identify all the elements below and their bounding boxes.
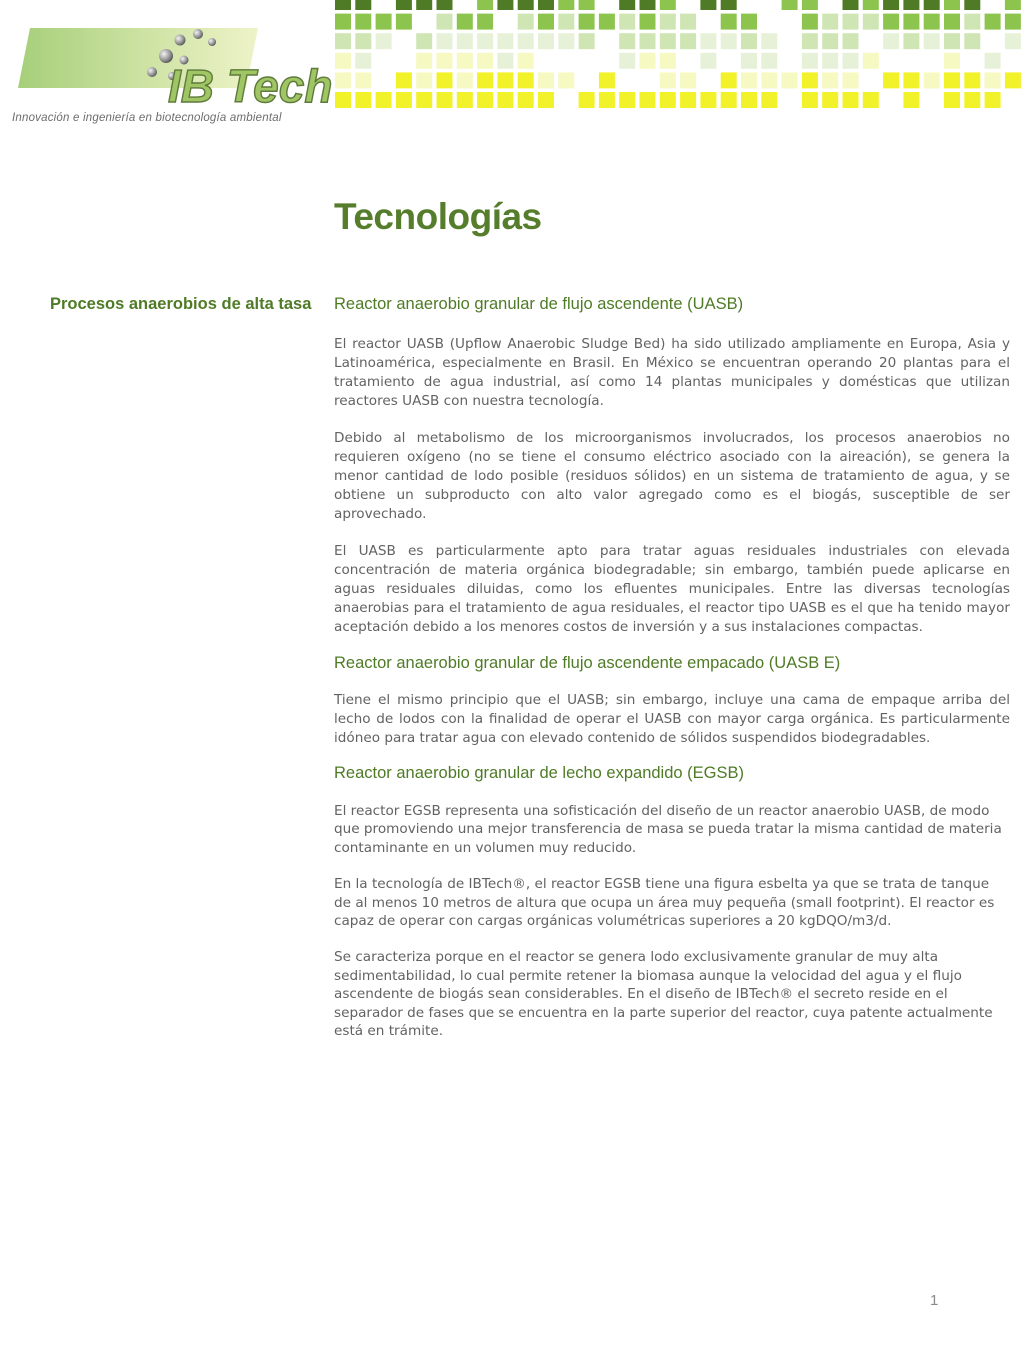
mosaic-tile [680, 33, 696, 49]
mosaic-tile [1005, 0, 1021, 10]
mosaic-tile [1005, 14, 1021, 30]
mosaic-tile [497, 92, 513, 108]
mosaic-tile [700, 92, 716, 108]
mosaic-tile [579, 92, 595, 108]
mosaic-tile [883, 0, 899, 10]
mosaic-tile [558, 72, 574, 88]
mosaic-tile [761, 92, 777, 108]
mosaic-tile [355, 14, 371, 30]
mosaic-tile [416, 53, 432, 69]
mosaic-tile [437, 14, 453, 30]
mosaic-tile [964, 14, 980, 30]
mosaic-tile [822, 92, 838, 108]
section-heading: Reactor anaerobio granular de lecho expandido (EGSB) [334, 764, 745, 782]
mosaic-tile [538, 33, 554, 49]
mosaic-tile [599, 92, 615, 108]
mosaic-tile [416, 92, 432, 108]
mosaic-tile [579, 0, 595, 10]
mosaic-tile [761, 72, 777, 88]
mosaic-tile [761, 33, 777, 49]
mosaic-tile [619, 14, 635, 30]
mosaic-tile [640, 14, 656, 30]
mosaic-tile [1005, 72, 1021, 88]
mosaic-tile [761, 53, 777, 69]
mosaic-tile [843, 0, 859, 10]
mosaic-tile [741, 14, 757, 30]
mosaic-tile [741, 53, 757, 69]
mosaic-tile [964, 72, 980, 88]
mosaic-tile [376, 14, 392, 30]
mosaic-tile [964, 0, 980, 10]
mosaic-tile [477, 72, 493, 88]
page-number: 1 [930, 1292, 939, 1309]
section-heading: Reactor anaerobio granular de flujo ascendente empacado (UASB E) [334, 654, 841, 672]
mosaic-tile [538, 0, 554, 10]
mosaic-tile [822, 14, 838, 30]
mosaic-tile [883, 72, 899, 88]
mosaic-tile [518, 72, 534, 88]
mosaic-tile [640, 53, 656, 69]
mosaic-tile [924, 72, 940, 88]
mosaic-tile [944, 14, 960, 30]
mosaic-tile [843, 92, 859, 108]
mosaic-tile [721, 33, 737, 49]
paragraph: El UASB es particularmente apto para tratar aguas residuales industriales con elevada concentración de materia orgánica biodegradable; sin embargo, también puede aplicarse en aguas residuales diluidas, como los efluentes municipales. Entre las diversas tecnologías anaerobias para el tratamiento de agua residuales, el reactor tipo UASB es el que ha tenido mayor aceptación debido a los menores costos de inversión y a sus instalaciones compactas. [334, 543, 1010, 635]
mosaic-tile [822, 53, 838, 69]
mosaic-tile [640, 92, 656, 108]
section-uasb [334, 295, 1010, 637]
mosaic-tile [518, 92, 534, 108]
mosaic-tile [903, 14, 919, 30]
mosaic-tile [863, 53, 879, 69]
mosaic-tile [843, 14, 859, 30]
mosaic-tile [538, 72, 554, 88]
mosaic-tile [335, 33, 351, 49]
mosaic-tile [721, 92, 737, 108]
mosaic-tile [985, 53, 1001, 69]
mosaic-tile [883, 33, 899, 49]
mosaic-tile [619, 53, 635, 69]
mosaic-tile [437, 92, 453, 108]
mosaic-tile [477, 92, 493, 108]
mosaic-tile [782, 0, 798, 10]
mosaic-tile [924, 0, 940, 10]
mosaic-tile [843, 72, 859, 88]
mosaic-tile [579, 33, 595, 49]
mosaic-tile [741, 72, 757, 88]
mosaic-tile [335, 92, 351, 108]
ibtech-logo [12, 22, 333, 112]
mosaic-tile [355, 0, 371, 10]
mosaic-tile [477, 53, 493, 69]
section-egsb [334, 764, 1010, 1040]
mosaic-tile [660, 14, 676, 30]
main-content [334, 295, 1010, 1040]
mosaic-tile [376, 92, 392, 108]
mosaic-tile [660, 0, 676, 10]
mosaic-tile [579, 14, 595, 30]
mosaic-tile [437, 72, 453, 88]
mosaic-tile [700, 33, 716, 49]
mosaic-tile [660, 53, 676, 69]
mosaic-tile [457, 53, 473, 69]
mosaic-tile [721, 0, 737, 10]
mosaic-tile [497, 72, 513, 88]
mosaic-tile [903, 92, 919, 108]
mosaic-tile [558, 33, 574, 49]
mosaic-tile [802, 53, 818, 69]
mosaic-tile [335, 72, 351, 88]
mosaic-tile [863, 92, 879, 108]
mosaic-tile [437, 53, 453, 69]
mosaic-tile [802, 33, 818, 49]
mosaic-tile [944, 72, 960, 88]
mosaic-tile [985, 72, 1001, 88]
mosaic-tile [558, 0, 574, 10]
mosaic-tile [518, 53, 534, 69]
mosaic-tile [497, 0, 513, 10]
mosaic-tile [802, 0, 818, 10]
mosaic-tile [822, 72, 838, 88]
mosaic-tile [660, 92, 676, 108]
mosaic-tile [802, 72, 818, 88]
mosaic-tile [335, 14, 351, 30]
paragraph: Debido al metabolismo de los microorganismos involucrados, los procesos anaerobios no requieren oxígeno (no se tiene el consumo eléctrico asociado con la aireación), se genera la menor cantidad de lodo posible (residuos sólidos) en un sistema de tratamiento de agua, y se obtiene un subproducto con alto valor agregado como es el biogás, susceptible de ser aprovechado. [334, 430, 1010, 522]
mosaic-tile [843, 33, 859, 49]
mosaic-tile [700, 53, 716, 69]
mosaic-tile [457, 72, 473, 88]
mosaic-tile [497, 33, 513, 49]
mosaic-tile [619, 92, 635, 108]
mosaic-tile [680, 92, 696, 108]
mosaic-tile [660, 72, 676, 88]
mosaic-tile [619, 0, 635, 10]
mosaic-tile [843, 53, 859, 69]
mosaic-tile [640, 33, 656, 49]
mosaic-tile [822, 33, 838, 49]
mosaic-tile [416, 72, 432, 88]
mosaic-tile [416, 0, 432, 10]
mosaic-tile [355, 92, 371, 108]
mosaic-tile [437, 0, 453, 10]
mosaic-tile [1005, 33, 1021, 49]
mosaic-tile [802, 14, 818, 30]
mosaic-tile [782, 72, 798, 88]
mosaic-tile [396, 92, 412, 108]
mosaic-tile [599, 72, 615, 88]
paragraph: Tiene el mismo principio que el UASB; sin embargo, incluye una cama de empaque arriba del lecho de lodos con la finalidad de operar el UASB con mayor carga orgánica. Es particularmente idóneo para tratar agua con elevado contenido de sólidos suspendidos biodegradables. [334, 692, 1010, 746]
mosaic-tile [903, 0, 919, 10]
mosaic-tile [457, 33, 473, 49]
mosaic-tile [924, 33, 940, 49]
section-heading: Reactor anaerobio granular de flujo ascendente (UASB) [334, 295, 744, 313]
mosaic-tile [457, 14, 473, 30]
mosaic-tile [396, 0, 412, 10]
paragraph: El reactor UASB (Upflow Anaerobic Sludge Bed) ha sido utilizado ampliamente en Europa, Asia y Latinoamérica, especialmente en Brasil. En México se encuentran operando 20 plantas para el tratamiento de agua industrial, así como 14 plantas municipales y domésticas que utilizan reactores UASB con nuestra tecnología. [334, 336, 1010, 409]
mosaic-tile [802, 92, 818, 108]
paragraph: En la tecnología de IBTech®, el reactor EGSB tiene una figura esbelta ya que se trata de tanque de al menos 10 metros de altura que ocupa un área muy pequeña (small footprint). El reactor es capaz de operar con cargas orgánicas volumétricas superiores a 20 kgDQO/m3/d. [334, 876, 995, 930]
mosaic-tile [457, 92, 473, 108]
mosaic-tile [477, 0, 493, 10]
mosaic-tile [741, 92, 757, 108]
mosaic-tile [335, 0, 351, 10]
mosaic-tile [376, 33, 392, 49]
mosaic-tile [355, 72, 371, 88]
mosaic-tile [944, 92, 960, 108]
mosaic-tile [944, 33, 960, 49]
mosaic-tile [944, 53, 960, 69]
mosaic-tile [477, 33, 493, 49]
mosaic-tile [883, 14, 899, 30]
mosaic-tile [497, 53, 513, 69]
mosaic-tile [863, 0, 879, 10]
page-title: Tecnologías [334, 196, 542, 237]
mosaic-tile [680, 72, 696, 88]
section-uasb-e [334, 654, 1010, 748]
mosaic-tile [477, 14, 493, 30]
mosaic-tile [924, 14, 940, 30]
mosaic-tile [964, 33, 980, 49]
logo-text: IB Tech [168, 60, 333, 112]
mosaic-tile [903, 72, 919, 88]
paragraph: El reactor EGSB representa una sofisticación del diseño de un reactor anaerobio UASB, de modo que promoviendo una mejor transferencia de masa se pueda tratar la misma cantidad de materia contaminante en un volumen muy reducido. [334, 803, 1002, 856]
mosaic-tile [518, 33, 534, 49]
mosaic-tile [700, 0, 716, 10]
mosaic-tile [863, 14, 879, 30]
mosaic-tile [538, 14, 554, 30]
mosaic-tile [619, 33, 635, 49]
mosaic-tile [355, 33, 371, 49]
mosaic-tile [335, 53, 351, 69]
mosaic-tile [903, 33, 919, 49]
mosaic-tile [721, 72, 737, 88]
mosaic-tile [416, 33, 432, 49]
mosaic-tile [599, 14, 615, 30]
mosaic-tile [680, 14, 696, 30]
mosaic-tile [396, 14, 412, 30]
mosaic-tile [518, 14, 534, 30]
mosaic-tile [985, 92, 1001, 108]
mosaic-tile [985, 14, 1001, 30]
mosaic-tile [437, 33, 453, 49]
paragraph: Se caracteriza porque en el reactor se genera lodo exclusivamente granular de muy alta sedimentabilidad, lo cual permite retener la biomasa aunque la velocidad del agua y el flujo ascendente de biogás sean considerables. En el diseño de IBTech® el secreto reside en el separador de fases que se encuentra en la parte superior del reactor, cuya patente actualmente está en trámite. [334, 949, 993, 1040]
mosaic-tile [518, 0, 534, 10]
mosaic-tile [355, 53, 371, 69]
mosaic-tile [396, 72, 412, 88]
mosaic-tile [944, 0, 960, 10]
mosaic-tile [964, 92, 980, 108]
mosaic-tile [721, 14, 737, 30]
mosaic-tile [741, 33, 757, 49]
mosaic-tile [538, 92, 554, 108]
mosaic-tile [558, 14, 574, 30]
side-heading: Procesos anaerobios de alta tasa [50, 295, 312, 313]
company-tagline: Innovación e ingeniería en biotecnología ambiental [12, 112, 282, 124]
mosaic-tile [640, 0, 656, 10]
mosaic-tile [660, 33, 676, 49]
